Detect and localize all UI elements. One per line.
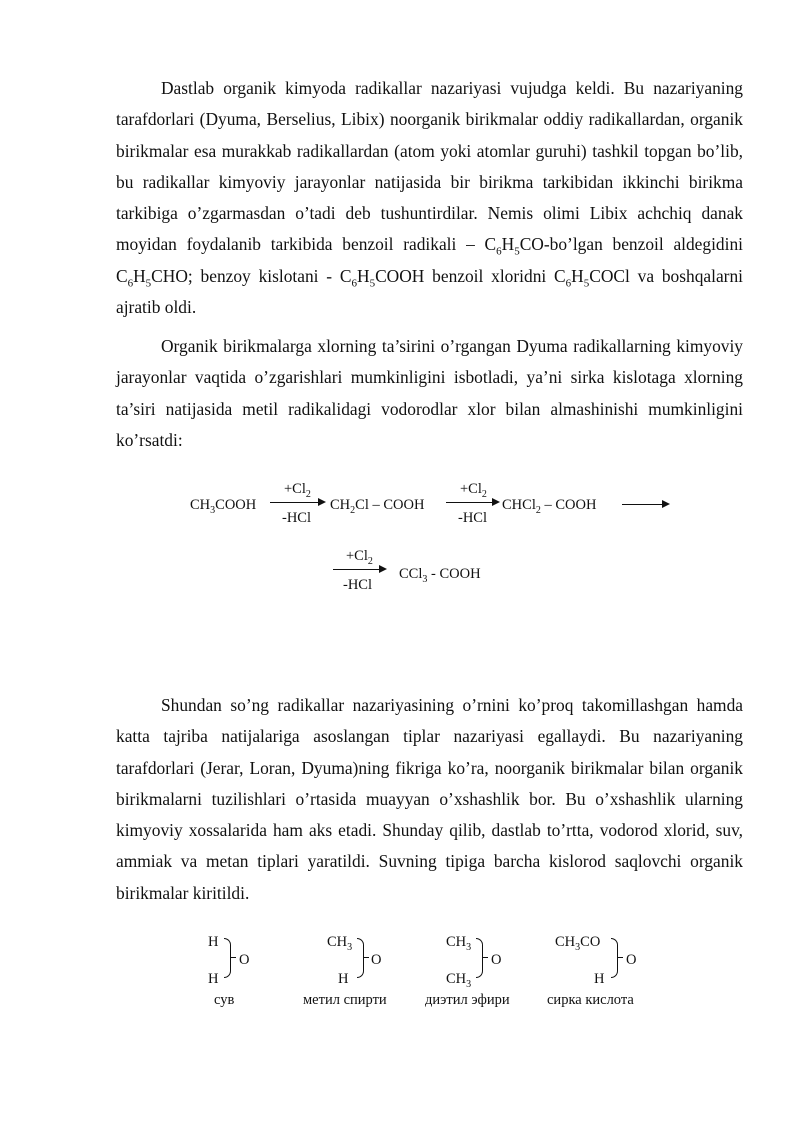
subscript: 5 xyxy=(369,277,376,290)
subscript: 6 xyxy=(127,277,134,290)
text-run: H xyxy=(133,265,146,286)
trichloroacetic-acid-formula: CCl$_3$ - COOH xyxy=(399,566,481,585)
paragraph-radical-theory xyxy=(116,73,743,323)
caption-acetic-acid: сирка кислота xyxy=(547,992,634,1008)
methanol-bottom-atom: H xyxy=(338,971,349,987)
water-bottom-atom: H xyxy=(208,971,219,987)
text-run: H xyxy=(571,265,584,286)
water-top-atom: H xyxy=(208,934,219,950)
brace xyxy=(611,938,618,978)
brace xyxy=(476,938,483,978)
paragraph-type-theory: Shundan so’ng radikallar nazariyasining o’rnini ko’proq takomillashgan hamda katta tajriba natijalariga asoslangan tiplar nazariyasi egallaydi. Bu nazariyaning tarafdorlari (Jerar, Loran, Dyuma)ning fikriga ko’ra, noorganik birikmalar bilan organik birikmalarni tuzilishlari o’rtasida muayyan o’xshashlik bor. Bu o’xshashlik ularning kimyoviy xossalarida ham aks etadi. Shunday qilib, dastlab to’rtta, vodorod xlorid, suv, ammiak va metan tiplari yaratildi. Suvning tipiga barcha kislorod saqlovchi organik birikmalar kiritildi. xyxy=(116,695,743,903)
subscript: 5 xyxy=(145,277,152,290)
reagent-label: $+Cl_2$ xyxy=(346,548,373,567)
subscript: 5 xyxy=(583,277,590,290)
oxygen-atom: O xyxy=(491,952,502,968)
text-run: H xyxy=(501,234,515,255)
reaction-arrow xyxy=(446,502,498,503)
ether-top-group: $CH_3$ xyxy=(446,934,472,953)
caption-methyl-alcohol: метил спирти xyxy=(303,992,387,1008)
oxygen-atom: O xyxy=(626,952,637,968)
text-run: H xyxy=(357,265,370,286)
acetic-acid-formula: $CH_3COOH$ xyxy=(190,497,257,516)
brace xyxy=(357,938,364,978)
reagent-label: $+Cl_2$ xyxy=(460,481,487,500)
byproduct-label: -HCl xyxy=(458,510,487,526)
oxygen-atom: O xyxy=(239,952,250,968)
brace xyxy=(224,938,231,978)
byproduct-label: -HCl xyxy=(282,510,311,526)
ether-bottom-group: $CH_3$ xyxy=(446,971,472,990)
subscript: 5 xyxy=(514,245,520,258)
text-run: COOH benzoil xloridni C xyxy=(375,265,566,286)
byproduct-label: -HCl xyxy=(343,577,372,593)
acetic-bottom-atom: H xyxy=(594,971,605,987)
subscript: 6 xyxy=(565,277,572,290)
caption-water: сув xyxy=(214,992,235,1008)
dichloroacetic-acid-formula: CHCl$_2$ – COOH xyxy=(502,497,597,516)
continuation-arrow xyxy=(622,504,668,505)
subscript: 6 xyxy=(351,277,357,290)
text-run: Dastlab organik kimyoda radikallar nazariyasi vujudga keldi. Bu nazariyaning tarafdorlari (Dyuma, Berselius, Libix) noorganik birikmalar oddiy radikallardan, organik birikmalar esa murakkab radikallardan (atom yoki atomlar guruhi) tashkil topgan bo’lib, bu radikallar kimyoviy jarayonlar natijasida bir birikma tarkibidan ikkinchi birikma tarkibiga o’zgarmasdan o’tadi deb tushuntirdilar. Nemis olimi Libix achchiq danak moyidan foydalanib tarkibida benzoil radikali – C xyxy=(116,78,743,255)
subscript: 6 xyxy=(496,245,502,258)
methanol-top-group: $CH_3$ xyxy=(327,934,353,953)
reaction-arrow xyxy=(270,502,324,503)
reagent-label: $+Cl_2$ xyxy=(284,481,311,500)
reaction-arrow xyxy=(333,569,385,570)
chloroacetic-acid-formula: $CH_2Cl$ – COOH xyxy=(330,497,425,516)
caption-diethyl-ether: диэтил эфири xyxy=(425,992,510,1008)
acetic-top-group: $CH_3CO$ xyxy=(555,934,601,953)
text-run: CO-bo’lgan benzoil aldegidini C xyxy=(116,234,743,286)
oxygen-atom: O xyxy=(371,952,382,968)
text-run: CHO; benzoy kislotani - C xyxy=(151,265,352,286)
paragraph-dumas-chlorination: Organik birikmalarga xlorning ta’sirini o’rgangan Dyuma radikallarning kimyoviy jarayonlar vaqtida o’zgarishlari mumkinligini isbotladi, ya’ni sirka kislotaga xlorning ta’siri natijasida metil radikalidagi vodorodlar xlor bilan almashinishi mumkinligini ko’rsatdi: xyxy=(116,336,743,450)
text-run: COCl va boshqalarni ajratib oldi. xyxy=(116,265,743,318)
